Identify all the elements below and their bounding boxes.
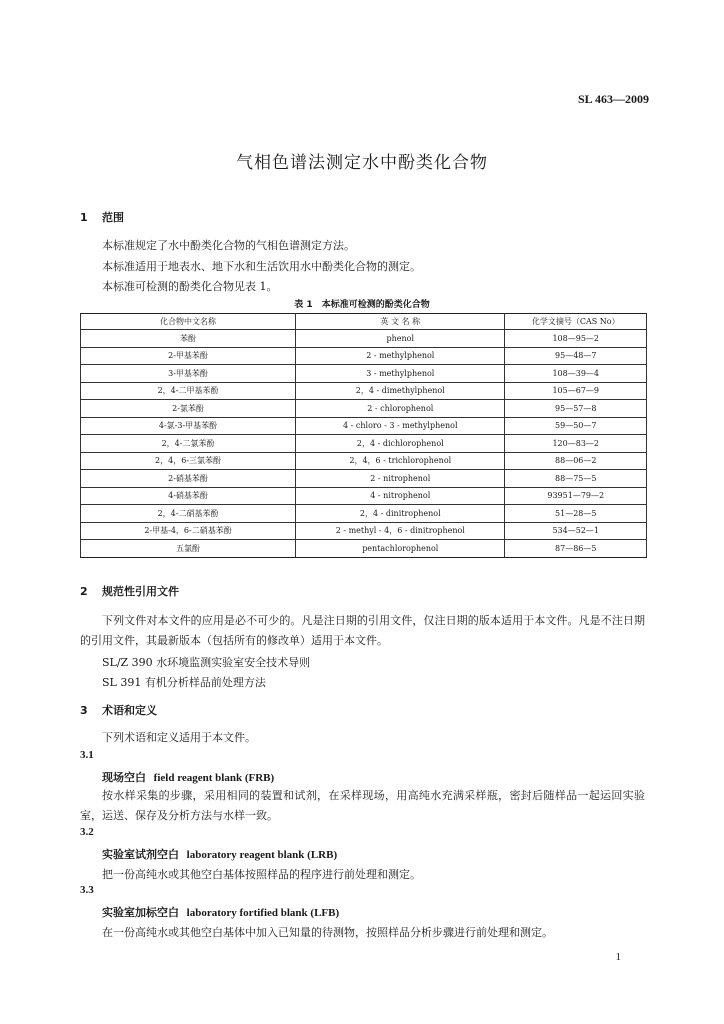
section-2-heading [80,583,179,599]
table-cell: 2 - nitrophenol [296,470,505,488]
table-caption: 表 1 本标准可检测的酚类化合物 [294,300,430,310]
table-cell: 2，4 - dimethylphenol [296,382,505,400]
table-row [81,540,647,558]
term-en: laboratory reagent blank (LRB) [186,849,338,861]
section-title: 术语和定义 [102,704,157,717]
table-cell: 105—67—9 [505,382,647,400]
table-cell: phenol [296,330,505,348]
paragraph: 本标准可检测的酚类化合物见表 1。 [102,280,278,293]
table-cell: 4 - chloro - 3 - methylphenol [296,417,505,435]
section-title: 规范性引用文件 [102,585,179,598]
table-cell: 51—28—5 [505,505,647,523]
term-number: 3.2 [80,826,94,838]
term-en: laboratory fortified blank (LFB) [186,907,340,919]
table-cell: 88—75—5 [505,470,647,488]
table-cell: 95—57—8 [505,400,647,418]
table-row [81,505,647,523]
section-number: 3 [80,704,88,717]
section-number: 1 [80,211,88,224]
table-row [81,382,647,400]
term-title [102,769,274,785]
term-definition: 按水样采集的步骤，采用相同的装置和试剂，在采样现场，用高纯水充满采样瓶，密封后随样品一起运回实验室，运送、保存及分析方法与水样一致。 [80,789,645,822]
table-cell: 120—83—2 [505,435,647,453]
paragraph: 下列术语和定义适用于本文件。 [102,731,256,744]
paragraph: 本标准适用于地表水、地下水和生活饮用水中酚类化合物的测定。 [102,260,421,273]
table-cell: 2，4-二甲基苯酚 [81,382,296,400]
column-header: 英 文 名 称 [296,314,505,330]
table-row [81,452,647,470]
section-3-heading [80,702,157,718]
term-zh: 实验室试剂空白 [102,848,179,861]
term-zh: 现场空白 [102,771,146,784]
table-row [81,365,647,383]
page-number: 1 [615,951,621,963]
term-definition: 在一份高纯水或其他空白基体中加入已知量的待测物，按照样品分析步骤进行前处理和测定。 [102,926,553,939]
table-cell: 2 - methyl - 4，6 - dinitrophenol [296,522,505,540]
table-cell: 59—50—7 [505,417,647,435]
reference-item: SL/Z 390 水环境监测实验室安全技术导则 [102,656,311,669]
paragraph: 下列文件对本文件的应用是必不可少的。凡是注日期的引用文件，仅注日期的版本适用于本文件。凡是不注日期的引用文件，其最新版本（包括所有的修改单）适用于本文件。 [80,614,645,647]
document-title: 气相色谱法测定水中酚类化合物 [236,153,488,173]
table-cell: 108—39—4 [505,365,647,383]
table-cell: pentachlorophenol [296,540,505,558]
table-row [81,522,647,540]
table-cell: 4-氯-3-甲基苯酚 [81,417,296,435]
term-title [102,846,337,862]
table-row [81,435,647,453]
table-cell: 2 - chlorophenol [296,400,505,418]
table-cell: 4 - nitrophenol [296,487,505,505]
table-cell: 2，4-二硝基苯酚 [81,505,296,523]
term-definition: 把一份高纯水或其他空白基体按照样品的程序进行前处理和测定。 [102,868,421,881]
table-row [81,417,647,435]
phenol-compounds-table [80,313,647,558]
table-cell: 93951—79—2 [505,487,647,505]
section-1-heading [80,209,124,225]
term-zh: 实验室加标空白 [102,906,179,919]
standard-code: SL 463—2009 [577,92,649,106]
table-cell: 4-硝基苯酚 [81,487,296,505]
table-cell: 2，4 - dichlorophenol [296,435,505,453]
table-cell: 95—48—7 [505,347,647,365]
table-cell: 2，4-二氯苯酚 [81,435,296,453]
paragraph: 本标准规定了水中酚类化合物的气相色谱测定方法。 [102,239,355,252]
table-cell: 2-甲基-4，6-二硝基苯酚 [81,522,296,540]
table-cell: 108—95—2 [505,330,647,348]
table-body [81,330,647,558]
term-number: 3.3 [80,884,94,896]
section-number: 2 [80,585,88,598]
table-row [81,487,647,505]
table-cell: 3-甲基苯酚 [81,365,296,383]
section-title: 范围 [102,211,124,224]
table-cell: 88—06—2 [505,452,647,470]
table-row [81,347,647,365]
term-en: field reagent blank (FRB) [153,772,275,784]
table-cell: 87—86—5 [505,540,647,558]
table-cell: 2，4，6 - trichlorophenol [296,452,505,470]
column-header: 化合物中文名称 [81,314,296,330]
table-cell: 2-甲基苯酚 [81,347,296,365]
table-cell: 2，4 - dinitrophenol [296,505,505,523]
table-cell: 2，4，6-三氯苯酚 [81,452,296,470]
column-header: 化学文摘号（CAS No） [505,314,647,330]
table-row [81,470,647,488]
table-cell: 五氯酚 [81,540,296,558]
reference-item: SL 391 有机分析样品前处理方法 [102,676,266,689]
table-cell: 2-氯苯酚 [81,400,296,418]
table-row [81,400,647,418]
table-header-row [81,314,647,330]
table-cell: 534—52—1 [505,522,647,540]
term-number: 3.1 [80,749,94,761]
table-cell: 3 - methylphenol [296,365,505,383]
table-row [81,330,647,348]
table-cell: 2-硝基苯酚 [81,470,296,488]
table-cell: 苯酚 [81,330,296,348]
term-title [102,904,339,920]
table-cell: 2 - methylphenol [296,347,505,365]
